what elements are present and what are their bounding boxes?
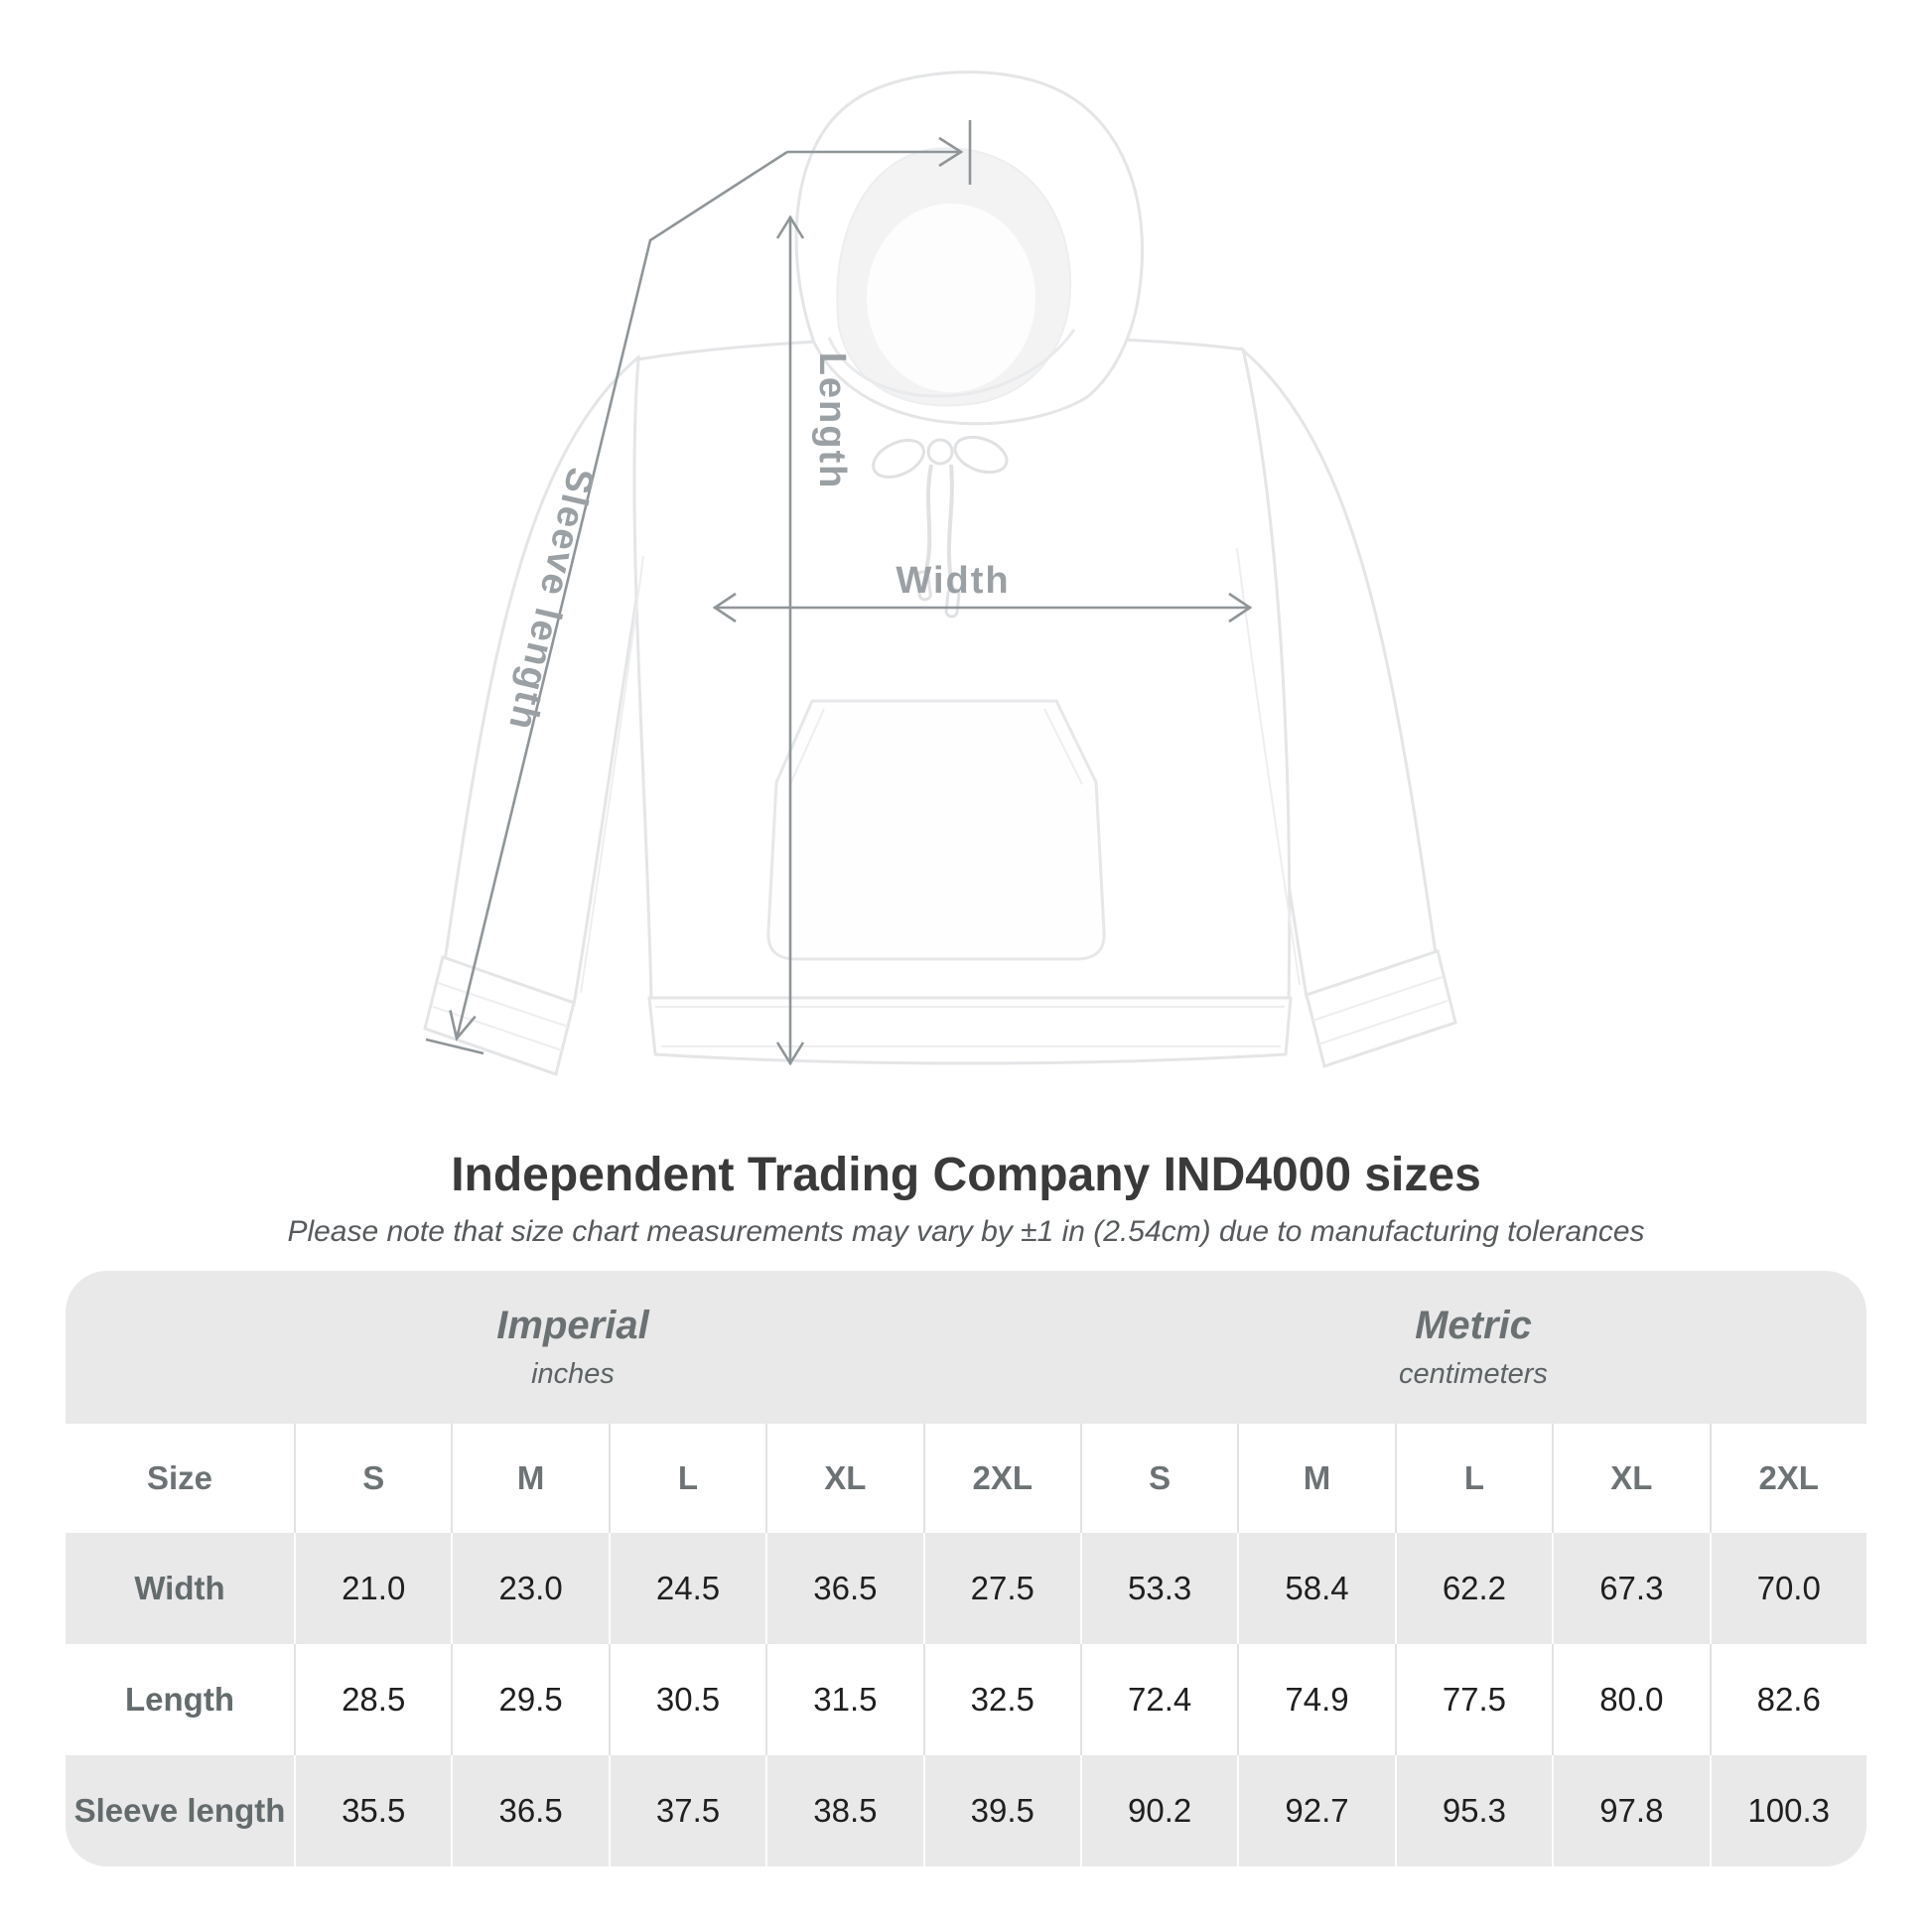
- width-imperial-s: 21.0: [342, 1570, 406, 1606]
- width-imperial-2xl: 27.5: [970, 1570, 1035, 1606]
- table-row-sleeve-length: [66, 1755, 1866, 1866]
- column-header-imperial-l: L: [677, 1459, 699, 1496]
- sleeve-imperial-2xl: 39.5: [970, 1792, 1035, 1829]
- sleeve-imperial-m: 36.5: [498, 1792, 563, 1829]
- column-header-metric-2xl: 2XL: [1758, 1459, 1819, 1496]
- imperial-group-header: [66, 1271, 1080, 1424]
- width-imperial-xl: 36.5: [813, 1570, 878, 1606]
- width-measure-label: Width: [896, 560, 1011, 602]
- column-header-metric-s: S: [1149, 1459, 1172, 1496]
- width-imperial-l: 24.5: [655, 1570, 721, 1606]
- size-column-header: Size: [146, 1459, 213, 1496]
- column-header-metric-xl: XL: [1610, 1459, 1653, 1496]
- column-header-imperial-s: S: [362, 1459, 385, 1496]
- size-header-row: [66, 1424, 1866, 1533]
- column-header-metric-m: M: [1303, 1459, 1331, 1496]
- width-metric-s: 53.3: [1128, 1570, 1192, 1606]
- sleeve-metric-xl: 97.8: [1599, 1792, 1664, 1829]
- length-imperial-2xl: 32.5: [970, 1681, 1035, 1718]
- metric-group-header: [1080, 1271, 1866, 1424]
- size-chart-table: [66, 1271, 1866, 1866]
- length-imperial-xl: 31.5: [813, 1681, 878, 1718]
- column-header-imperial-m: M: [516, 1459, 545, 1496]
- imperial-group-title: Imperial: [496, 1304, 649, 1347]
- width-imperial-m: 23.0: [498, 1570, 563, 1606]
- column-header-imperial-2xl: 2XL: [972, 1459, 1034, 1496]
- sleeve-imperial-l: 37.5: [655, 1792, 721, 1829]
- length-imperial-m: 29.5: [498, 1681, 563, 1718]
- length-metric-2xl: 82.6: [1756, 1681, 1821, 1718]
- sleeve-metric-s: 90.2: [1128, 1792, 1192, 1829]
- length-metric-xl: 80.0: [1599, 1681, 1664, 1718]
- length-metric-s: 72.4: [1128, 1681, 1192, 1718]
- sleeve-length-measure-label: Sleeve length: [499, 463, 602, 736]
- row-label-width: Width: [134, 1570, 225, 1606]
- imperial-group-unit: inches: [531, 1358, 615, 1390]
- unit-group-band: [66, 1271, 1866, 1424]
- length-imperial-l: 30.5: [655, 1681, 721, 1718]
- width-metric-2xl: 70.0: [1756, 1570, 1821, 1606]
- width-metric-l: 62.2: [1442, 1570, 1507, 1606]
- length-measure-label: Length: [811, 351, 853, 490]
- length-imperial-s: 28.5: [342, 1681, 406, 1718]
- row-label-sleeve-length: Sleeve length: [73, 1792, 286, 1829]
- sleeve-imperial-xl: 38.5: [813, 1792, 878, 1829]
- hoodie-hood-interior: [867, 204, 1035, 392]
- table-row-length: [66, 1644, 1866, 1755]
- sleeve-metric-2xl: 100.3: [1747, 1792, 1830, 1829]
- length-metric-m: 74.9: [1285, 1681, 1349, 1718]
- sleeve-metric-m: 92.7: [1285, 1792, 1349, 1829]
- length-metric-l: 77.5: [1442, 1681, 1507, 1718]
- tolerance-note: Please note that size chart measurements may vary by ±1 in (2.54cm) due to manufacturing tolerances: [287, 1215, 1645, 1248]
- metric-group-title: Metric: [1415, 1304, 1532, 1347]
- sleeve-imperial-s: 35.5: [342, 1792, 406, 1829]
- sleeve-metric-l: 95.3: [1442, 1792, 1507, 1829]
- column-header-metric-l: L: [1463, 1459, 1485, 1496]
- hoodie-pocket: [768, 701, 1104, 959]
- column-header-imperial-xl: XL: [824, 1459, 867, 1496]
- width-metric-xl: 67.3: [1599, 1570, 1664, 1606]
- page-title: Independent Trading Company IND4000 sizes: [451, 1149, 1481, 1201]
- metric-group-unit: centimeters: [1399, 1358, 1548, 1390]
- row-label-length: Length: [125, 1681, 234, 1718]
- width-metric-m: 58.4: [1285, 1570, 1349, 1606]
- table-row-width: [66, 1533, 1866, 1644]
